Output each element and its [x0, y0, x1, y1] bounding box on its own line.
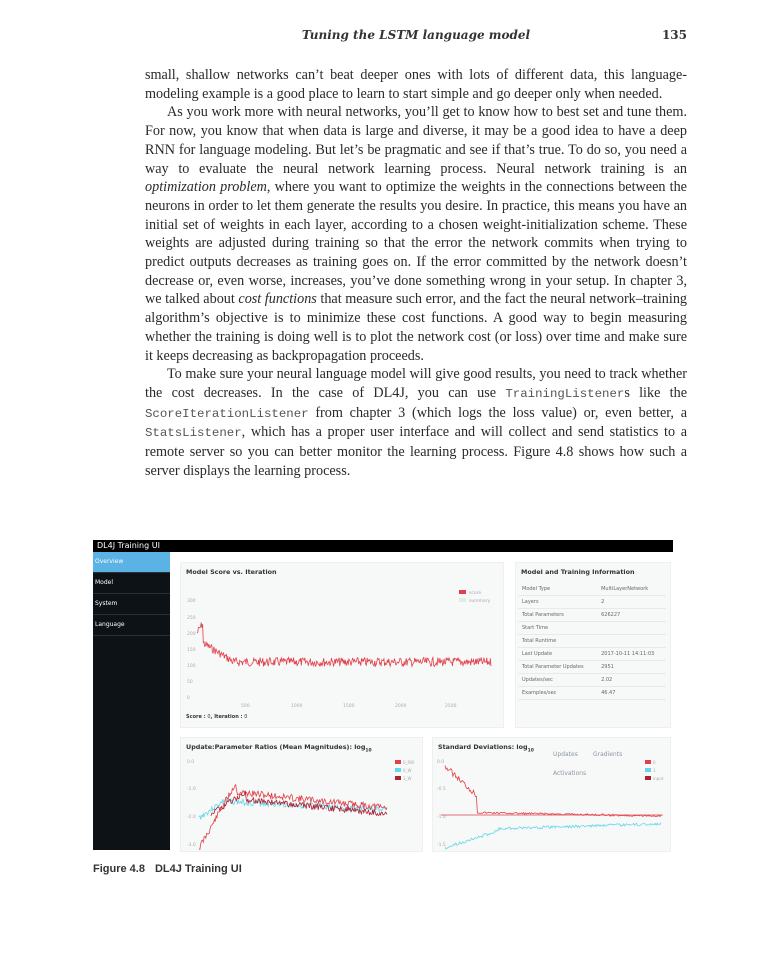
score-series-line	[197, 623, 491, 667]
info-key: Model Type	[518, 583, 597, 596]
paragraph-1-text: small, shallow networks can’t beat deeper ones with lots of different data, this language-modeling example is a good place to learn to start simple and go deeper only when needed.	[145, 67, 687, 102]
score-xtick: 2000	[395, 704, 407, 709]
p2-text-c: that measure such error, and the fact the neural network–training algorithm’s objective is to minimize these cost functions. A good way to begin measuring whether the training is doing well is to plot the network cost (or loss) over time and make sure it keeps decreasing as backpropagation proceeds.	[145, 291, 688, 364]
info-key: Last Update	[518, 648, 597, 661]
body-text	[145, 66, 687, 480]
info-row	[518, 596, 666, 609]
info-value: 2951	[597, 661, 666, 674]
score-ytick: 150	[187, 648, 196, 653]
ratio-ytick: 0.0	[187, 760, 195, 765]
info-value: 2.02	[597, 674, 666, 687]
std-title-text: Standard Deviations: log	[438, 743, 528, 751]
p3-text-d: , which has a proper user interface and will collect and send statistics to a remote server so you can better monitor the learning process. Figure 4.8 shows how such a server displays the learning process.	[145, 424, 687, 479]
legend-swatch-score	[459, 590, 466, 594]
p2-term-optimization: optimization problem	[145, 179, 267, 196]
paragraph-3	[145, 365, 687, 480]
tab-gradients[interactable]: Gradients	[592, 751, 623, 758]
info-row	[518, 687, 666, 700]
info-key: Total Parameters	[518, 609, 597, 622]
info-value: 2017-10-11 14:11:03	[597, 648, 666, 661]
std-ytick: -1.5	[437, 843, 446, 848]
score-panel-title: Model Score vs. Iteration	[186, 568, 277, 576]
std-series-1	[445, 823, 661, 849]
sidebar-item-overview[interactable]: Overview	[93, 552, 170, 573]
std-ytick: -1.0	[437, 815, 446, 820]
legend-label-score: score	[469, 591, 482, 596]
score-xtick: 1000	[291, 704, 303, 709]
tab-activations[interactable]: Activations	[553, 770, 587, 777]
info-row	[518, 661, 666, 674]
score-xtick: 1500	[343, 704, 355, 709]
info-value	[597, 635, 666, 648]
score-ytick: 250	[187, 616, 196, 621]
std-chart	[433, 738, 670, 851]
info-value	[597, 622, 666, 635]
info-value: 2	[597, 596, 666, 609]
std-series-0	[445, 766, 661, 817]
tab-updates[interactable]: Updates	[553, 751, 578, 758]
legend-swatch-std0	[645, 760, 651, 764]
legend-label-1w: 1_W	[403, 776, 412, 781]
info-row	[518, 648, 666, 661]
sidebar-item-system[interactable]: System	[93, 594, 170, 615]
score-footer-label: Score :	[186, 714, 206, 720]
figure-caption	[93, 863, 242, 875]
ratio-ytick: -1.0	[187, 787, 196, 792]
score-footer-value: 0	[207, 714, 211, 720]
std-title-sub: 10	[527, 748, 534, 754]
p3-text-c: from chapter 3 (which logs the loss value) or, even better, a	[308, 404, 687, 421]
ratio-title-text: Update:Parameter Ratios (Mean Magnitudes): log	[186, 743, 366, 751]
info-value: MultiLayerNetwork	[597, 583, 666, 596]
std-panel	[432, 737, 671, 852]
score-ytick: 300	[187, 599, 196, 604]
p3-text-a: To make sure your neural language model will give good results, you need to track whether the cost decreases. In the case of DL4J, you can use	[145, 366, 687, 401]
legend-label-std0: 0	[653, 760, 656, 765]
ui-sidebar	[93, 552, 170, 850]
info-row	[518, 635, 666, 648]
score-xtick: 2500	[445, 704, 457, 709]
info-row	[518, 622, 666, 635]
legend-swatch-std1	[645, 768, 651, 772]
legend-label-input: input	[653, 776, 664, 781]
std-ytick: -0.5	[437, 787, 446, 792]
running-title: Tuning the LSTM language model	[301, 28, 531, 42]
figure-caption-text: DL4J Training UI	[154, 863, 242, 875]
info-row	[518, 674, 666, 687]
info-key: Examples/sec	[518, 687, 597, 700]
std-ytick: 0.0	[437, 760, 445, 765]
ui-window-title: DL4J Training UI	[93, 540, 673, 552]
ratio-ytick: -2.0	[187, 815, 196, 820]
iteration-footer-value: 0	[244, 714, 248, 720]
paragraph-2	[145, 103, 687, 365]
p2-text-a: As you work more with neural networks, you’ll get to know how to best set and tune them. For now, you know that when data is large and diverse, it may be a good idea to have a deep RNN for language modeling. But let’s be pragmatic and see if that’s true. To do so, you need a way to evaluate the neural network learning process. Neural network training is an	[145, 104, 687, 177]
score-xtick: 500	[241, 704, 250, 709]
code-stats-listener: StatsListener	[145, 426, 242, 441]
svg-text:Score : 0, Iteration : 0: Score : 0, Iteration : 0	[186, 714, 248, 720]
code-training-listener: TrainingListener	[505, 386, 625, 401]
info-row	[518, 583, 666, 596]
ratio-series-0rw	[199, 785, 387, 850]
sidebar-item-model[interactable]: Model	[93, 573, 170, 594]
score-ytick: 0	[187, 696, 190, 701]
training-ui-screenshot	[93, 540, 673, 850]
iteration-footer-label: Iteration :	[214, 714, 243, 720]
legend-label-std1: 1	[653, 768, 656, 773]
legend-swatch-input	[645, 776, 651, 780]
paragraph-1	[145, 66, 687, 103]
ratio-panel	[180, 737, 423, 852]
score-chart	[181, 563, 503, 727]
score-ytick: 100	[187, 664, 196, 669]
legend-swatch-0w	[395, 768, 401, 772]
sidebar-item-language[interactable]: Language	[93, 615, 170, 636]
figure-dl4j-training-ui	[93, 540, 673, 850]
ratio-ytick: -3.0	[187, 843, 196, 848]
ratio-chart	[181, 738, 422, 851]
info-key: Total Parameter Updates	[518, 661, 597, 674]
info-row	[518, 609, 666, 622]
legend-swatch-summary	[459, 598, 466, 602]
score-panel	[180, 562, 504, 728]
ratio-title-sub: 10	[365, 748, 372, 754]
info-panel-title: Model and Training Information	[521, 568, 635, 576]
info-key: Updates/sec	[518, 674, 597, 687]
legend-label-0rw: 0_RW	[403, 760, 415, 765]
info-key: Total Runtime	[518, 635, 597, 648]
p2-text-b: , where you want to optimize the weights in the connections between the neurons in order to let them generate the results you desire. In practice, this means you have an initial set of weights in each layer, according to a chosen weight-initialization scheme. These weights are adjusted during training so that the error the network commits when trying to predict outputs decreases as training goes on. If the error committed by the network doesn’t decrease or, even worse, increases, you’ve done something wrong in your setup. In chapter 3, we talked about	[145, 179, 687, 308]
p3-text-b: s like the	[624, 384, 687, 401]
p2-term-cost-functions: cost functions	[238, 291, 317, 308]
info-key: Layers	[518, 596, 597, 609]
legend-swatch-1w	[395, 776, 401, 780]
info-panel	[515, 562, 671, 728]
legend-label-summary: summary	[469, 599, 491, 604]
legend-swatch-0rw	[395, 760, 401, 764]
running-header	[145, 28, 687, 46]
info-table	[518, 583, 666, 700]
score-ytick: 200	[187, 632, 196, 637]
info-value: 46.47	[597, 687, 666, 700]
page-number: 135	[661, 28, 687, 42]
figure-label: Figure 4.8	[93, 863, 145, 875]
score-ytick: 50	[187, 680, 193, 685]
code-score-iteration-listener: ScoreIterationListener	[145, 406, 309, 421]
legend-label-0w: 0_W	[403, 768, 412, 773]
info-value: 626227	[597, 609, 666, 622]
info-key: Start Time	[518, 622, 597, 635]
